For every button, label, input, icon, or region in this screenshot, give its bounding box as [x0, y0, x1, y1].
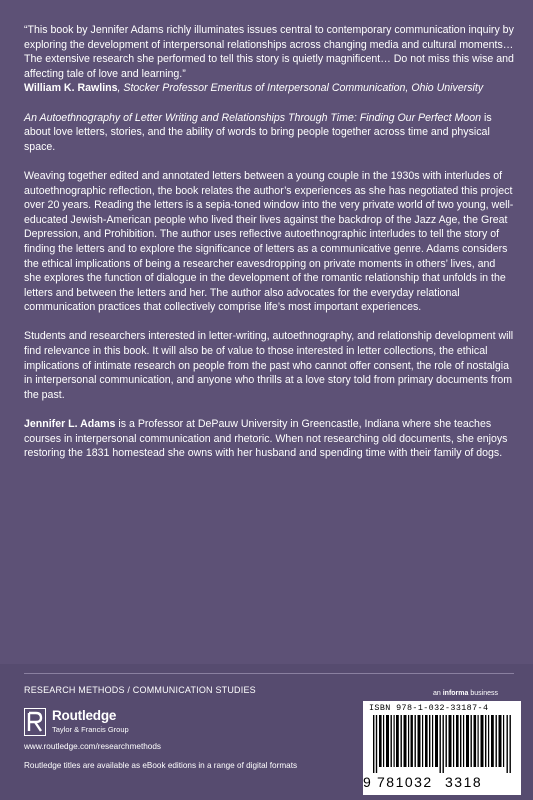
- quote-text: “This book by Jennifer Adams richly illuminates issues central to contemporary communication inquiry by exploring the development of interpersonal relationships across changing media and cultural moments… The extensive research she performed to tell this story is quietly magnificent… Do not miss this wise and affecting tale of love and learning.”: [24, 24, 514, 80]
- author-bio-text: is a Professor at DePauw University in Greencastle, Indiana where she teaches courses in interpersonal communication and rhetoric. When not researching old documents, she enjoys restoring the 1831 homestead she owns with her husband and spending time with their family of dogs.: [24, 418, 508, 460]
- barcode-box: [363, 701, 521, 795]
- endorsement-quote: [24, 23, 514, 96]
- publisher-logo: [24, 708, 224, 738]
- description-paragraph: Weaving together edited and annotated letters between a young couple in the 1930s with interludes of autoethnographic reflection, the book relates the author’s experiences as she has negotiated this project over 20 years. Reading the letters is a sepia-toned window into the very private world of two young, well-educated Jewish-American people who lived their lives against the backdrop of the Jazz Age, the Great Depression, and Prohibition. The author uses reflective autoethnographic interludes to tell the story of finding the letters and to explore the significance of letters as a communicative genre. Adams considers the ethical implications of being a researcher eavesdropping on private moments in others’ lives, and she explores the function of dialogue in the development of the romantic relationship that unfolds in the letters and between the letters and her. The author also advocates for the everyday relational communication practices that collectively comprise life’s most important experiences.: [24, 169, 514, 314]
- barcode-digits-right: 3318: [445, 774, 483, 790]
- routledge-logo-icon: [24, 708, 46, 736]
- isbn-text: ISBN 978-1-032-33187-4: [369, 703, 489, 713]
- publisher-website: www.routledge.com/researchmethods: [24, 742, 161, 751]
- back-cover-footer: [0, 664, 533, 800]
- quote-affiliation: , Stocker Professor Emeritus of Interpersonal Communication, Ohio University: [117, 82, 484, 95]
- barcode-icon: [373, 715, 513, 773]
- author-name: Jennifer L. Adams: [24, 418, 116, 431]
- book-title: An Autoethnography of Letter Writing and Relationships Through Time: Finding Our Perfect Moon: [24, 111, 482, 124]
- blurb-text: [24, 23, 514, 475]
- audience-paragraph: Students and researchers interested in letter-writing, autoethnography, and relationship development will find relevance in this book. It will also be of value to those interested in letter collections, the ethical implications of intimate research on people from the past who cannot offer consent, the role of nostalgia in interpersonal communication, and anyone who thrills at a love story told from primary documents from the past.: [24, 330, 514, 401]
- book-intro: [24, 111, 514, 155]
- barcode-digits-left: 781032: [377, 774, 433, 790]
- publisher-group: Taylor & Francis Group: [52, 725, 129, 734]
- subject-category: RESEARCH METHODS / COMMUNICATION STUDIES: [24, 685, 256, 695]
- quote-author: William K. Rawlins: [24, 82, 118, 95]
- ebook-note: Routledge titles are available as eBook editions in a range of digital formats: [24, 761, 298, 770]
- informa-tagline: an informa business: [433, 690, 498, 697]
- footer-divider: [24, 673, 514, 674]
- barcode-digit-first: 9: [363, 774, 371, 790]
- publisher-name: Routledge: [52, 708, 117, 723]
- author-bio: [24, 417, 514, 461]
- book-intro-text: is about love letters, stories, and the ability of words to bring people together across time and physical space.: [24, 111, 492, 153]
